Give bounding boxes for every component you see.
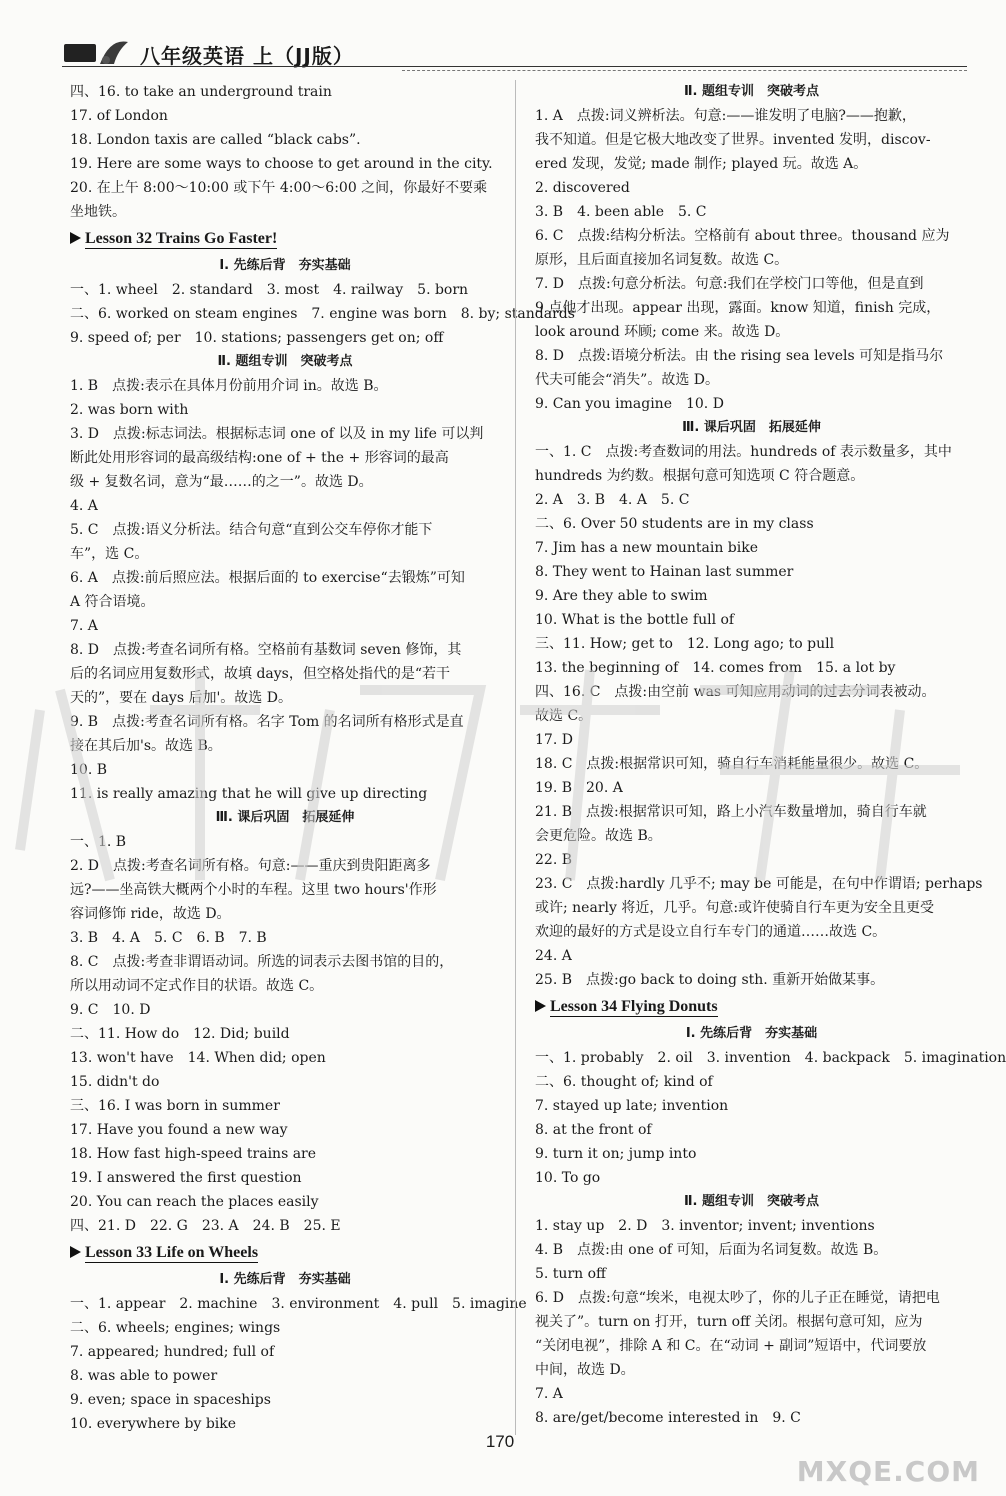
answer-line: 7. A [535,1386,563,1402]
section-heading: Ⅱ. 题组专训 突破考点 [217,354,353,369]
answer-line: 9. C 10. D [70,1002,151,1018]
answer-line: 4. B 点拨:由 one of 可知，后面为名词复数。故选 B。 [535,1242,888,1258]
answer-line: 视关了”。turn on 打开，turn off 关闭。根据句意可知，应为 [535,1314,923,1330]
section-heading: Ⅲ. 课后巩固 拓展延伸 [215,810,355,825]
answer-line: 3. B 4. A 5. C 6. B 7. B [70,930,267,946]
lesson-triangle-icon [70,1246,81,1258]
section-heading: Ⅰ. 先练后背 夯实基础 [219,258,351,273]
lesson-title: Lesson 34 Flying Donuts [550,998,718,1015]
answer-line: 一、1. probably 2. oil 3. invention 4. backpack 5. imagination [535,1050,1006,1066]
lesson-title: Lesson 33 Life on Wheels [85,1244,259,1261]
answer-line: 1. A 点拨:词义辨析法。句意:——谁发明了电脑?——抱歉， [535,108,916,124]
answer-line: 9. speed of; per 10. stations; passengers get on; off [70,330,444,346]
answer-line: 19. B 20. A [535,780,623,796]
answer-line: 9. even; space in spaceships [70,1392,271,1408]
answer-line: 2. D 点拨:考查名词所有格。句意:——重庆到贵阳距离多 [70,858,431,874]
answer-line: 一、1. appear 2. machine 3. environment 4. pull 5. imagine [70,1296,527,1312]
answer-line: 10. What is the bottle full of [535,612,735,628]
page-number: 170 [485,1432,515,1451]
lesson-heading [70,224,500,254]
answer-line: 四、16. to take an underground train [70,84,332,100]
answer-line: 二、6. worked on steam engines 7. engine was born 8. by; standards [70,306,575,322]
answer-line: 7. Jim has a new mountain bike [535,540,759,556]
answer-line: 一、1. C 点拨:考查数词的用法。hundreds of 表示数量多，其中 [535,444,952,460]
answer-line: 18. London taxis are called “black cabs”. [70,132,361,148]
answer-line: 5. C 点拨:语义分析法。结合句意“直到公交车停你才能下 [70,522,433,538]
answer-line: 9. turn it on; jump into [535,1146,697,1162]
header-dashed-rule [402,70,967,71]
answer-line: 17. of London [70,108,168,124]
page-header [62,36,967,72]
answer-line: 三、16. I was born in summer [70,1098,280,1114]
answer-line: 6. C 点拨:结构分析法。空格前有 about three。thousand 应为 [535,228,950,244]
answer-line: 8. are/get/become interested in 9. C [535,1410,801,1426]
header-rule [62,66,967,67]
answer-line: 二、6. wheels; engines; wings [70,1320,281,1336]
answer-line: 13. the beginning of 14. comes from 15. a lot by [535,660,896,676]
answer-line: 级 + 复数名词，意为“最……的之一”。故选 D。 [70,474,373,490]
answer-line: 20. You can reach the places easily [70,1194,319,1210]
answer-line: 8. was able to power [70,1368,218,1384]
answer-line: 7. appeared; hundred; full of [70,1344,275,1360]
answer-line: 8. C 点拨:考查非谓语动词。所选的词表示去图书馆的目的， [70,954,454,970]
answer-line: 2. discovered [535,180,630,196]
answer-line: 中间，故选 D。 [535,1362,635,1378]
answer-line: “关闭电视”，排除 A 和 C。在“动词 + 副词”短语中，代词要放 [535,1338,927,1354]
section-heading: Ⅱ. 题组专训 突破考点 [683,84,820,99]
column-divider [515,80,516,1435]
lesson-triangle-icon [535,1000,546,1012]
right-column [535,80,1006,1430]
answer-line: 8. D 点拨:语境分析法。由 the rising sea levels 可知是指马尔 [535,348,944,364]
section-heading: Ⅲ. 课后巩固 拓展延伸 [682,420,821,435]
answer-line: 一、1. wheel 2. standard 3. most 4. railway 5. born [70,282,469,298]
answer-line: 21. B 点拨:根据常识可知，路上小汽车数量增加，骑自行车就 [535,804,927,820]
answer-line: 8. at the front of [535,1122,652,1138]
answer-line: 9. B 点拨:考查名词所有格。名字 Tom 的名词所有格形式是直 [70,714,464,730]
answer-line: 断此处用形容词的最高级结构:one of + the + 形容词的最高 [70,450,449,466]
answer-line: 1. B 点拨:表示在具体月份前用介词 in。故选 B。 [70,378,388,394]
answer-line: 18. How fast high-speed trains are [70,1146,317,1162]
answer-line: 9. Are they able to swim [535,588,708,604]
answer-line: 7. D 点拨:句意分析法。句意:我们在学校门口等他，但是直到 [535,276,924,292]
lesson-heading [70,1238,500,1268]
lesson-heading [535,992,968,1022]
watermark-text: MXQE.COM [796,1455,980,1488]
answer-line: 代夫可能会“消失”。故选 D。 [535,372,719,388]
answer-line: 车”，选 C。 [70,546,149,562]
answer-line: 远?——坐高铁大概两个小时的车程。这里 two hours'作形 [70,882,437,898]
answer-line: 原形，且后面直接加名词复数。故选 C。 [535,252,789,268]
answer-line: 所以用动词不定式作目的状语。故选 C。 [70,978,324,994]
answer-line: 二、11. How do 12. Did; build [70,1026,290,1042]
answer-line: 15. didn't do [70,1074,160,1090]
answer-line: 19. I answered the first question [70,1170,302,1186]
answer-line: 容词修饰 ride，故选 D。 [70,906,231,922]
answer-line: 二、6. Over 50 students are in my class [535,516,814,532]
answer-line: 欢迎的最好的方式是设立自行车专门的通道……故选 C。 [535,924,887,940]
answer-line: 2. was born with [70,402,189,418]
answer-line: 20. 在上午 8:00～10:00 或下午 4:00～6:00 之间，你最好不要乘 [70,180,488,196]
answer-line: 故选 C。 [535,708,593,724]
answer-line: 2. A 3. B 4. A 5. C [535,492,690,508]
answer-line: 9 点他才出现。appear 出现，露面。know 知道，finish 完成， [535,300,941,316]
answer-line: 10. To go [535,1170,601,1186]
answer-line: 8. D 点拨:考查名词所有格。空格前有基数词 seven 修饰，其 [70,642,462,658]
answer-line: 18. C 点拨:根据常识可知，骑自行车消耗能量很少。故选 C。 [535,756,929,772]
section-heading: Ⅰ. 先练后背 夯实基础 [685,1026,818,1041]
answer-line: 17. D [535,732,573,748]
answer-line: 6. D 点拨:句意“埃米，电视太吵了，你的儿子正在睡觉，请把电 [535,1290,940,1306]
answer-line: 接在其后加's。故选 B。 [70,738,222,754]
answer-line: 3. D 点拨:标志词法。根据标志词 one of 以及 in my life 可以判 [70,426,484,442]
section-heading: Ⅰ. 先练后背 夯实基础 [219,1272,351,1287]
answer-line: 19. Here are some ways to choose to get around in the city. [70,156,493,172]
answer-line: 4. A [70,498,98,514]
section-heading: Ⅱ. 题组专训 突破考点 [683,1194,820,1209]
answer-line: look around 环顾; come 来。故选 D。 [535,324,790,340]
answer-line: 10. B [70,762,108,778]
answer-line: 13. won't have 14. When did; open [70,1050,326,1066]
answer-line: 三、11. How; get to 12. Long ago; to pull [535,636,835,652]
answer-line: 3. B 4. been able 5. C [535,204,707,220]
answer-line: ered 发现，发觉; made 制作; played 玩。故选 A。 [535,156,868,172]
answer-line: 后的名词应用复数形式，故填 days，但空格处指代的是“若干 [70,666,451,682]
answer-line: 7. A [70,618,98,634]
answer-line: 四、21. D 22. G 23. A 24. B 25. E [70,1218,341,1234]
answer-line: 23. C 点拨:hardly 几乎不; may be 可能是，在句中作谓语; perhaps [535,876,983,892]
answer-line: A 符合语境。 [70,594,155,610]
answer-line: 一、1. B [70,834,127,850]
answer-line: hundreds 为约数。根据句意可知选项 C 符合题意。 [535,468,865,484]
answer-line: 会更危险。故选 B。 [535,828,662,844]
answer-line: 我不知道。但是它极大地改变了世界。invented 发明，discov- [535,132,931,148]
answer-line: 天的”，要在 days 后加'。故选 D。 [70,690,292,706]
answer-line: 11. is really amazing that he will give up directing [70,786,428,802]
book-title: 八年级英语 上（JJ版） [140,44,354,68]
answer-line: 9. Can you imagine 10. D [535,396,724,412]
answer-line: 四、16. C 点拨:由空前 was 可知应用动词的过去分词表被动。 [535,684,936,700]
answer-line: 24. A [535,948,572,964]
answer-line: 1. stay up 2. D 3. inventor; invent; inventions [535,1218,875,1234]
answer-line: 5. turn off [535,1266,606,1282]
answer-line: 6. A 点拨:前后照应法。根据后面的 to exercise“去锻炼”可知 [70,570,465,586]
answer-line: 二、6. thought of; kind of [535,1074,713,1090]
answer-line: 坐地铁。 [70,204,126,220]
answer-line: 17. Have you found a new way [70,1122,288,1138]
answer-line: 或许; nearly 将近，几乎。句意:或许使骑自行车更为安全且更受 [535,900,935,916]
lesson-title: Lesson 32 Trains Go Faster! [85,230,278,247]
lesson-triangle-icon [70,232,81,244]
answer-line: 25. B 点拨:go back to doing sth. 重新开始做某事。 [535,972,885,988]
answer-line: 10. everywhere by bike [70,1416,237,1432]
answer-line: 8. They went to Hainan last summer [535,564,794,580]
answer-line: 7. stayed up late; invention [535,1098,729,1114]
book-logo-icon [62,36,132,70]
answer-line: 22. B [535,852,573,868]
